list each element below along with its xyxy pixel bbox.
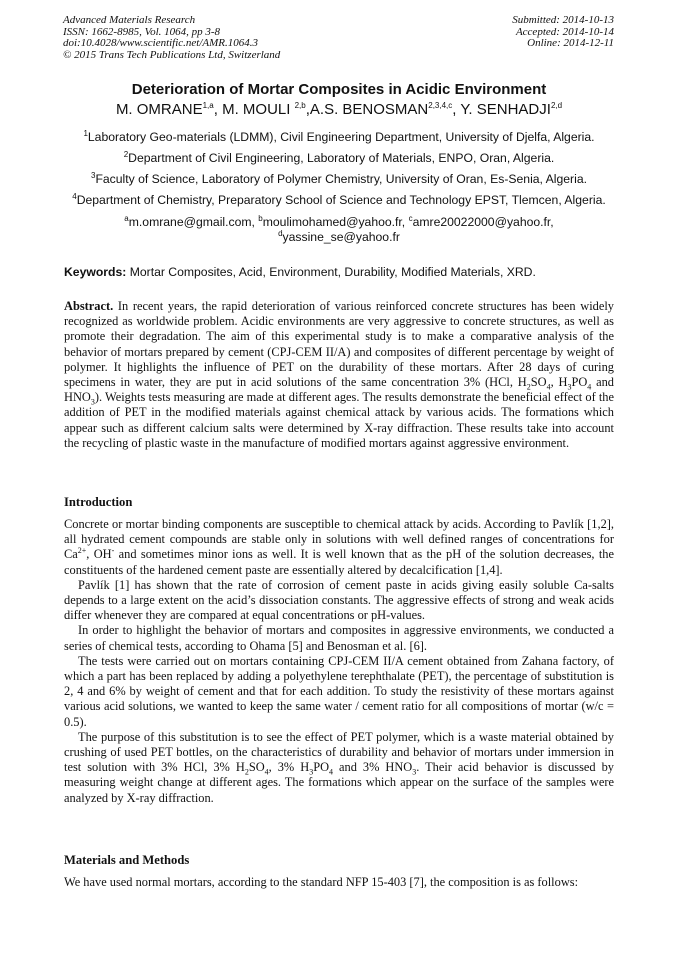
abstract-text: In recent years, the rapid deterioration of various reinforced concrete structures has been widely recognized as worldwide problem. Acidic environments are very aggressive to concrete structures, as well as promote their degradation. The aim of this experimental study is to make a comparative analysis of the behavior of mortars prepared by cement (CPJ-CEM II/A) and composites of different percentage by weight of polymer. It highlights the influence of PET on the durability of these mortars. After 28 days of curing specimens in water, they are put in acid solutions of the same concentration 3% (HCl, H [64, 299, 614, 390]
body-text: and sometimes minor ions as well. It is well known that as the pH of the solution decreases, the constituents of the hardened cement paste are essentially altered by decalcification [1,4]. [64, 547, 614, 577]
author-affiliation-mark: 2,b [294, 101, 306, 110]
subscript: 3 [567, 382, 572, 392]
body-text: , 3% H [268, 760, 310, 775]
intro-paragraph [64, 730, 614, 806]
intro-paragraph: In order to highlight the behavior of mortars and composites in aggressive environments, we conducted a series of chemical tests, according to Ohama [5] and Benosman et al. [6]. [64, 623, 614, 653]
abstract-paragraph [64, 299, 614, 451]
author-separator: , [305, 101, 310, 118]
author-name: M. OMRANE [115, 101, 203, 118]
email-mark: c [408, 213, 413, 223]
subscript: 3 [309, 767, 314, 777]
affiliation-mark: 2 [123, 149, 129, 159]
author-affiliation-mark: 1,a [202, 101, 214, 110]
body-text: and 3% HNO [333, 760, 413, 775]
author-name: A.S. BENOSMAN [309, 101, 429, 118]
superscript: 2+ [77, 546, 87, 556]
abstract-text: and HNO [64, 375, 614, 405]
abstract-text: , H [550, 375, 568, 390]
introduction-body [64, 517, 614, 806]
author-separator: , [213, 101, 223, 118]
section-heading-introduction: Introduction [64, 495, 133, 509]
author-affiliation-mark: 2,d [550, 101, 563, 110]
online-date: Online: 2014-12-11 [527, 37, 614, 49]
body-text: SO [248, 760, 265, 775]
journal-copyright: © 2015 Trans Tech Publications Ltd, Switzerland [63, 48, 281, 61]
email-address[interactable]: amre20022000@yahoo.fr, [412, 215, 554, 229]
abstract-text: SO [530, 375, 547, 390]
abstract-label: Abstract. [64, 299, 114, 313]
methods-body [64, 875, 614, 890]
affiliation-text: Department of Chemistry, Preparatory School of Science and Technology EPST, Tlemcen, Algeria. [76, 193, 606, 207]
subscript: 2 [244, 767, 249, 777]
paper-title: Deterioration of Mortar Composites in Acidic Environment [131, 81, 547, 98]
keywords-label: Keywords: [64, 265, 127, 279]
affiliation-mark: 3 [91, 170, 96, 180]
methods-paragraph: We have used normal mortars, according to the standard NFP 15-403 [7], the composition is as follows: [64, 875, 579, 889]
publication-dates [512, 15, 614, 50]
email-mark: b [258, 213, 263, 223]
body-text: Concrete or mortar binding components are susceptible to chemical attack by acids. According to Pavlík [1,2], all hydrated cement compounds are stable only in solutions with well defined ranges of concentrations for Ca [64, 517, 614, 562]
subscript: 4 [264, 767, 269, 777]
email-mark: a [124, 213, 129, 223]
intro-paragraph: Pavlík [1] has shown that the rate of corrosion of cement paste in acids giving easily soluble Ca-salts depends to a large extent on the acid’s dissociation constants. The aggressive effects of strong and weak acids differ whenever they are compared at equal concentrations or pH-values. [64, 577, 614, 623]
journal-name: Advanced Materials Research [63, 14, 196, 26]
keywords [64, 265, 616, 279]
email-address[interactable]: m.omrane@gmail.com, [128, 215, 259, 229]
body-text: PO [313, 760, 330, 775]
email-line [0, 215, 678, 230]
body-text: The purpose of this substitution is to see the effect of PET polymer, which is a waste material obtained by crushing of used PET bottles, on the characteristics of durability and behavior of mortars under immersion in test solution with 3% HCl, 3% H [64, 729, 614, 775]
abstract-text: ). Weights tests measuring are made at different ages. The results demonstrate the beneficial effect of the addition of PET in the modified materials against chemical attack by various acids. The formations which appear such as different calcium salts were determined by X-ray diffraction. These results take into account the recycling of plastic waste in the manufacture of modified mortars against aggressive environment. [64, 390, 614, 450]
affiliation-text: Faculty of Science, Laboratory of Polymer Chemistry, University of Oran, Es-Senia, Algeria. [95, 172, 587, 186]
affiliation-text: Department of Civil Engineering, Laboratory of Materials, ENPO, Oran, Algeria. [128, 151, 555, 165]
intro-paragraph: The tests were carried out on mortars containing CPJ-CEM II/A cement obtained from Zahana factory, of which a part has been replaced by adding a polyethylene terephthalate (PET), the percentage of substitution is 2, 4 and 6% by weight of cement and that for each addition. To study the resistivity of these mortars against various acid solutions, we wanted to keep the same water / cement ratio for all compositions of mortar (w/c = 0.5). [64, 653, 614, 729]
accepted-date: Accepted: 2014-10-14 [515, 25, 614, 38]
keywords-text: Mortar Composites, Acid, Environment, Durability, Modified Materials, XRD. [126, 265, 536, 279]
author-name: Y. SENHADJI [460, 101, 551, 118]
superscript: - [111, 546, 115, 556]
affiliation [0, 193, 678, 207]
affiliation [0, 151, 678, 165]
body-text: . Their acid behavior is discussed by measuring weight change at different ages. The formations which appear on the surface of the samples were analyzed by X-ray diffraction. [64, 760, 614, 805]
affiliation [0, 172, 678, 186]
affiliation-mark: 1 [83, 128, 88, 138]
author-separator: , [452, 101, 461, 118]
section-heading-materials-methods: Materials and Methods [64, 853, 190, 867]
subscript: 4 [329, 767, 334, 777]
affiliation-text: Laboratory Geo-materials (LDMM), Civil Engineering Department, University of Djelfa, Algeria. [87, 130, 595, 144]
journal-issn: ISSN: 1662-8985, Vol. 1064, pp 3-8 [63, 25, 221, 38]
journal-info [63, 15, 280, 61]
email-address[interactable]: yassine_se@yahoo.fr [282, 230, 400, 244]
subscript: 4 [587, 382, 592, 392]
body-text: , OH [86, 547, 112, 562]
submitted-date: Submitted: 2014-10-13 [512, 14, 614, 26]
abstract [64, 299, 614, 451]
author-emails [0, 215, 678, 245]
intro-paragraph [64, 517, 614, 578]
email-address[interactable]: moulimohamed@yahoo.fr, [262, 215, 409, 229]
affiliation [0, 130, 678, 144]
affiliation-mark: 4 [72, 191, 77, 201]
abstract-text: PO [571, 375, 588, 390]
email-line [0, 230, 678, 245]
subscript: 3 [90, 397, 95, 407]
email-mark: d [278, 228, 283, 238]
author-name: M. MOULI [222, 101, 295, 118]
subscript: 2 [526, 382, 531, 392]
subscript: 3 [412, 767, 417, 777]
author-affiliation-mark: 2,3,4,c [428, 101, 453, 110]
journal-doi: doi:10.4028/www.scientific.net/AMR.1064.3 [63, 37, 259, 49]
author-list [0, 101, 678, 118]
subscript: 4 [546, 382, 551, 392]
